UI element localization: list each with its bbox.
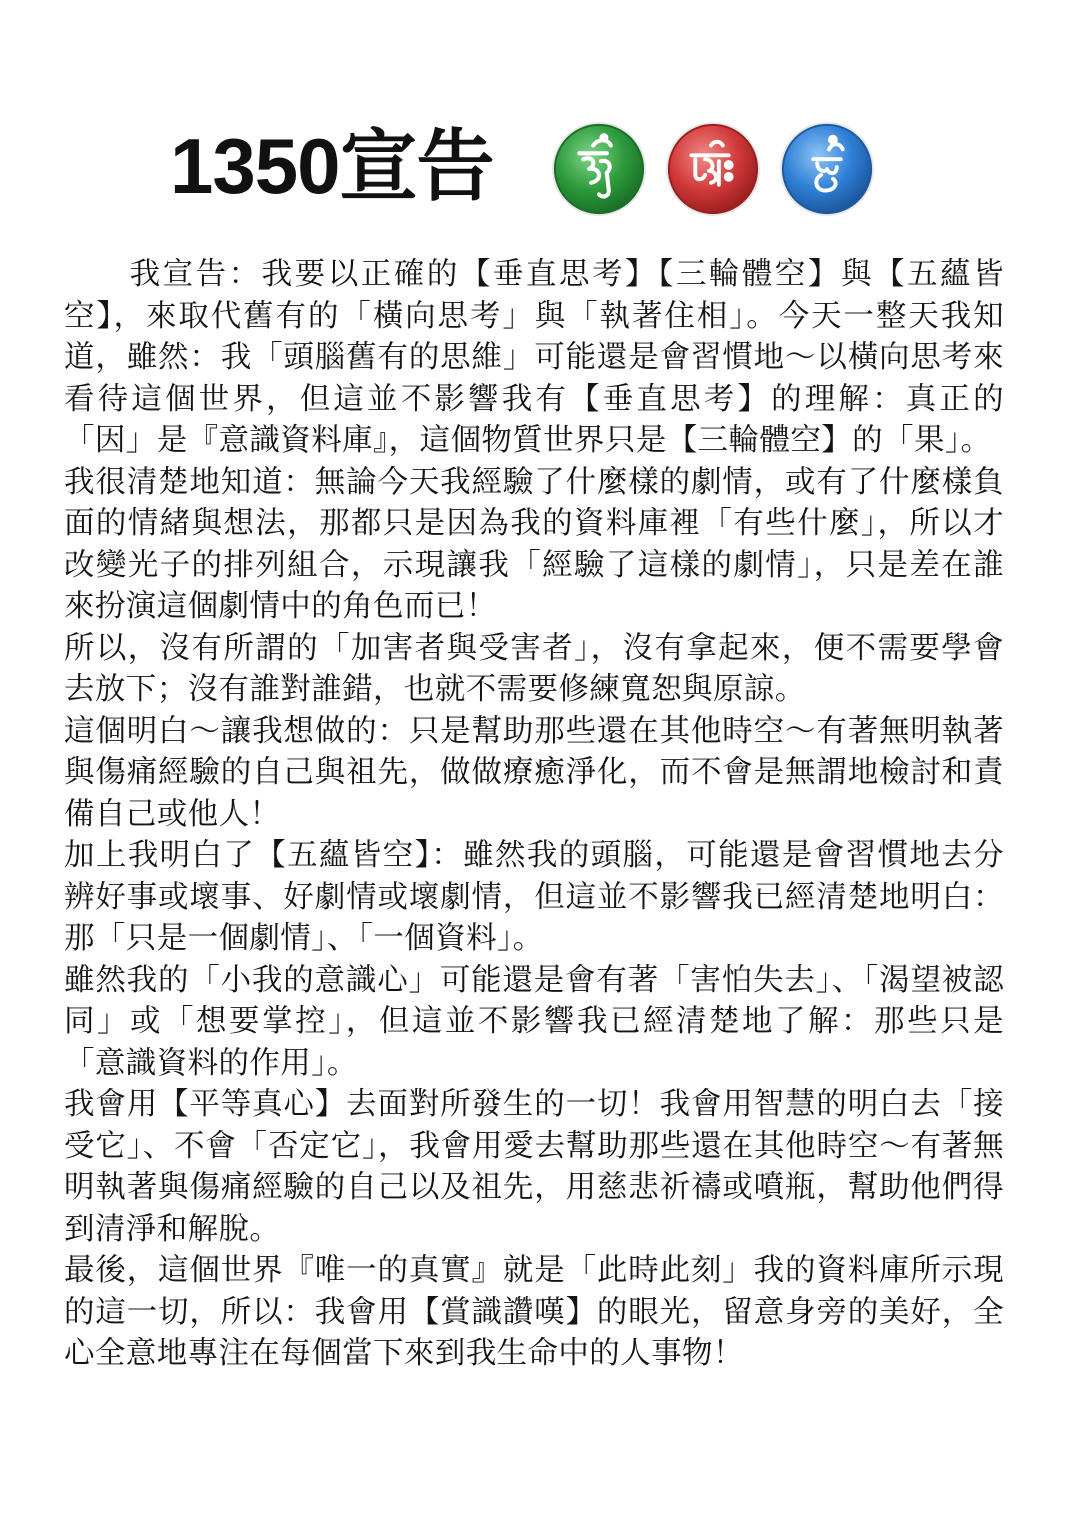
paragraph: 最後，這個世界『唯一的真實』就是「此時此刻」我的資料庫所示現的這一切，所以：我會用【賞識讚嘆】的眼光，留意身旁的美好，全心全意地專注在每個當下來到我生命中的人事物！ xyxy=(64,1253,1004,1371)
page-title: 1350宣告 xyxy=(170,122,494,210)
hum-seed-syllable-icon xyxy=(778,120,876,218)
header xyxy=(170,108,890,218)
paragraph: 我宣告：我要以正確的【垂直思考】【三輪體空】與【五蘊皆空】，來取代舊有的「橫向思考」與「執著住相」。今天一整天我知道，雖然：我「頭腦舊有的思維」可能還是會習慣地～以橫向思考來看待這個世界，但這並不影響我有【垂直思考】的理解：真正的「因」是『意識資料庫』，這個物質世界只是【三輪體空】的「果」。 xyxy=(64,257,1004,458)
paragraph: 我會用【平等真心】去面對所發生的一切！我會用智慧的明白去「接受它」、不會「否定它」，我會用愛去幫助那些還在其他時空～有著無明執著與傷痛經驗的自己以及祖先，用慈悲祈禱或噴瓶，幫助他們得到清淨和解脫。 xyxy=(64,1087,1004,1247)
declaration-body xyxy=(64,254,1004,1375)
paragraph: 我很清楚地知道：無論今天我經驗了什麼樣的劇情，或有了什麼樣負面的情緒與想法，那都只是因為我的資料庫裡「有些什麼」，所以才改變光子的排列組合，示現讓我「經驗了這樣的劇情」，只是差在誰來扮演這個劇情中的角色而已！ xyxy=(64,464,1004,624)
om-seed-syllable-icon xyxy=(550,120,648,218)
paragraph: 這個明白～讓我想做的：只是幫助那些還在其他時空～有著無明執著與傷痛經驗的自己與祖先，做做療癒淨化，而不會是無謂地檢討和責備自己或他人！ xyxy=(64,713,1004,832)
paragraph: 雖然我的「小我的意識心」可能還是會有著「害怕失去」、「渴望被認同」或「想要掌控」，但這並不影響我已經清楚地了解：那些只是「意識資料的作用」。 xyxy=(64,962,1004,1081)
ah-seed-syllable-icon xyxy=(664,120,762,218)
paragraph: 所以，沒有所謂的「加害者與受害者」，沒有拿起來，便不需要學會去放下；沒有誰對誰錯，也就不需要修練寬恕與原諒。 xyxy=(64,630,1004,707)
paragraph: 加上我明白了【五蘊皆空】：雖然我的頭腦，可能還是會習慣地去分辨好事或壞事、好劇情或壞劇情，但這並不影響我已經清楚地明白：那「只是一個劇情」、「一個資料」。 xyxy=(64,838,1004,956)
